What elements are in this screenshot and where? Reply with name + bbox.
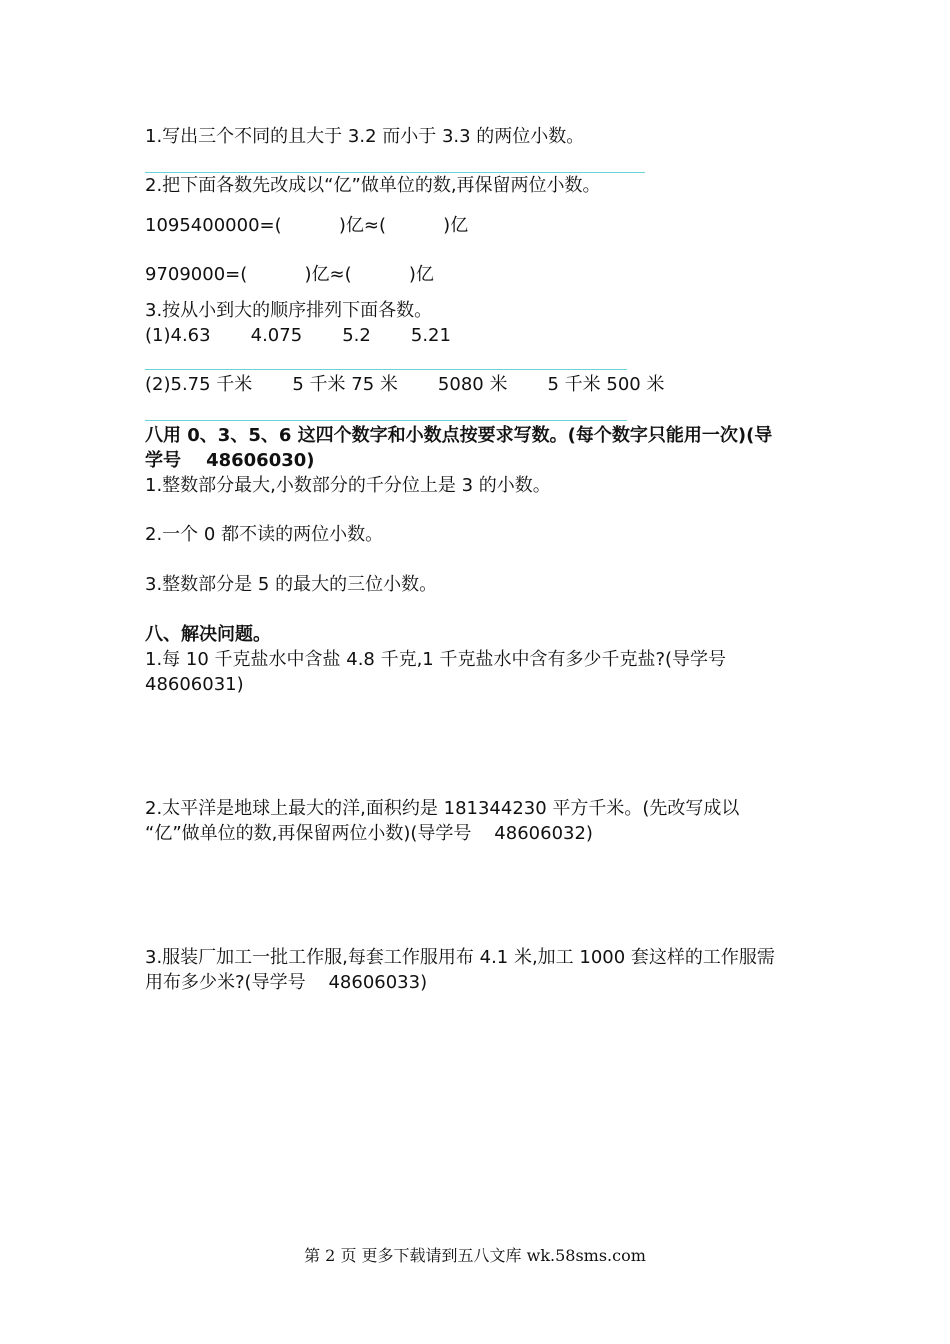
section-8a-heading: 八用 0、3、5、6 这四个数字和小数点按要求写数。(每个数字只能用一次)(导 xyxy=(145,425,773,446)
answer-rule xyxy=(145,172,645,173)
problem-2: 2.太平洋是地球上最大的洋,面积约是 181344230 平方千米。(先改写成以 xyxy=(145,798,740,819)
question-8a-1: 1.整数部分最大,小数部分的千分位上是 3 的小数。 xyxy=(145,475,551,496)
question-7-2b: 9709000=( )亿≈( )亿 xyxy=(145,264,434,285)
question-7-2: 2.把下面各数先改成以“亿”做单位的数,再保留两位小数。 xyxy=(145,175,601,196)
question-8a-3: 3.整数部分是 5 的最大的三位小数。 xyxy=(145,574,438,595)
problem-2-cont: “亿”做单位的数,再保留两位小数)(导学号 48606032) xyxy=(145,823,593,844)
question-7-3a: (1)4.63 4.075 5.2 5.21 xyxy=(145,325,451,346)
problem-3-cont: 用布多少米?(导学号 48606033) xyxy=(145,972,428,993)
question-7-1: 1.写出三个不同的且大于 3.2 而小于 3.3 的两位小数。 xyxy=(145,126,585,147)
page-footer: 第 2 页 更多下载请到五八文库 wk.58sms.com xyxy=(304,1246,646,1265)
question-8a-2: 2.一个 0 都不读的两位小数。 xyxy=(145,524,384,545)
problem-1-cont: 48606031) xyxy=(145,674,244,695)
section-8b-heading: 八、解决问题。 xyxy=(145,624,271,645)
problem-1: 1.每 10 千克盐水中含盐 4.8 千克,1 千克盐水中含有多少千克盐?(导学号 xyxy=(145,649,727,670)
question-7-3b: (2)5.75 千米 5 千米 75 米 5080 米 5 千米 500 米 xyxy=(145,374,665,395)
question-7-3: 3.按从小到大的顺序排列下面各数。 xyxy=(145,300,433,321)
question-7-2a: 1095400000=( )亿≈( )亿 xyxy=(145,215,469,236)
section-8a-heading-cont: 学号 48606030) xyxy=(145,450,315,471)
problem-3: 3.服装厂加工一批工作服,每套工作服用布 4.1 米,加工 1000 套这样的工作服需 xyxy=(145,947,775,968)
answer-rule xyxy=(145,369,627,370)
answer-rule xyxy=(145,420,627,421)
